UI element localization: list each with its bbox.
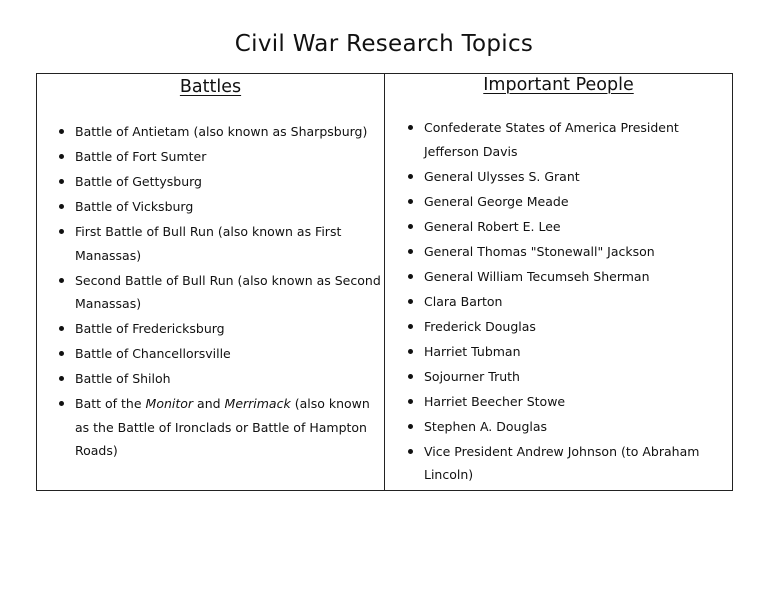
- list-item: First Battle of Bull Run (also known as First Manassas): [56, 220, 382, 267]
- list-item: Confederate States of America President Jefferson Davis: [405, 116, 730, 163]
- ironclads-text-c: and: [193, 396, 225, 411]
- list-item-ironclads: [56, 392, 382, 463]
- ironclads-text-a: Batt of the: [75, 396, 146, 411]
- list-item: Vice President Andrew Johnson (to Abraham Lincoln): [405, 440, 730, 487]
- list-item: Harriet Beecher Stowe: [405, 390, 730, 414]
- list-item: Battle of Fredericksburg: [56, 317, 382, 341]
- list-item: Battle of Gettysburg: [56, 170, 382, 194]
- people-column: [385, 74, 732, 490]
- people-heading: [385, 75, 732, 95]
- people-list: [405, 116, 730, 488]
- list-item: Battle of Antietam (also known as Sharpsburg): [56, 120, 382, 144]
- people-heading-text: Important People: [483, 75, 634, 95]
- list-item: General Thomas "Stonewall" Jackson: [405, 240, 730, 264]
- list-item: Battle of Shiloh: [56, 367, 382, 391]
- list-item: Battle of Fort Sumter: [56, 145, 382, 169]
- list-item: Clara Barton: [405, 290, 730, 314]
- battles-heading: [37, 77, 384, 97]
- ironclads-text-e: (also known as the Battle of Ironclads or Battle of Hampton Roads): [75, 396, 370, 458]
- battles-heading-text: Battles: [179, 77, 242, 97]
- list-item: General Robert E. Lee: [405, 215, 730, 239]
- battles-list: [56, 120, 382, 464]
- list-item: Sojourner Truth: [405, 365, 730, 389]
- ship-name-merrimack: Merrimack: [224, 396, 291, 411]
- list-item: Battle of Chancellorsville: [56, 342, 382, 366]
- ship-name-monitor: Monitor: [145, 396, 194, 411]
- list-item: General George Meade: [405, 190, 730, 214]
- list-item: Second Battle of Bull Run (also known as Second Manassas): [56, 269, 382, 316]
- list-item: Harriet Tubman: [405, 340, 730, 364]
- battles-column: [37, 74, 385, 490]
- list-item: Frederick Douglas: [405, 315, 730, 339]
- list-item: Battle of Vicksburg: [56, 195, 382, 219]
- list-item: Stephen A. Douglas: [405, 415, 730, 439]
- page-title: Civil War Research Topics: [234, 31, 534, 57]
- topics-table: [36, 73, 733, 491]
- list-item: General Ulysses S. Grant: [405, 165, 730, 189]
- list-item: General William Tecumseh Sherman: [405, 265, 730, 289]
